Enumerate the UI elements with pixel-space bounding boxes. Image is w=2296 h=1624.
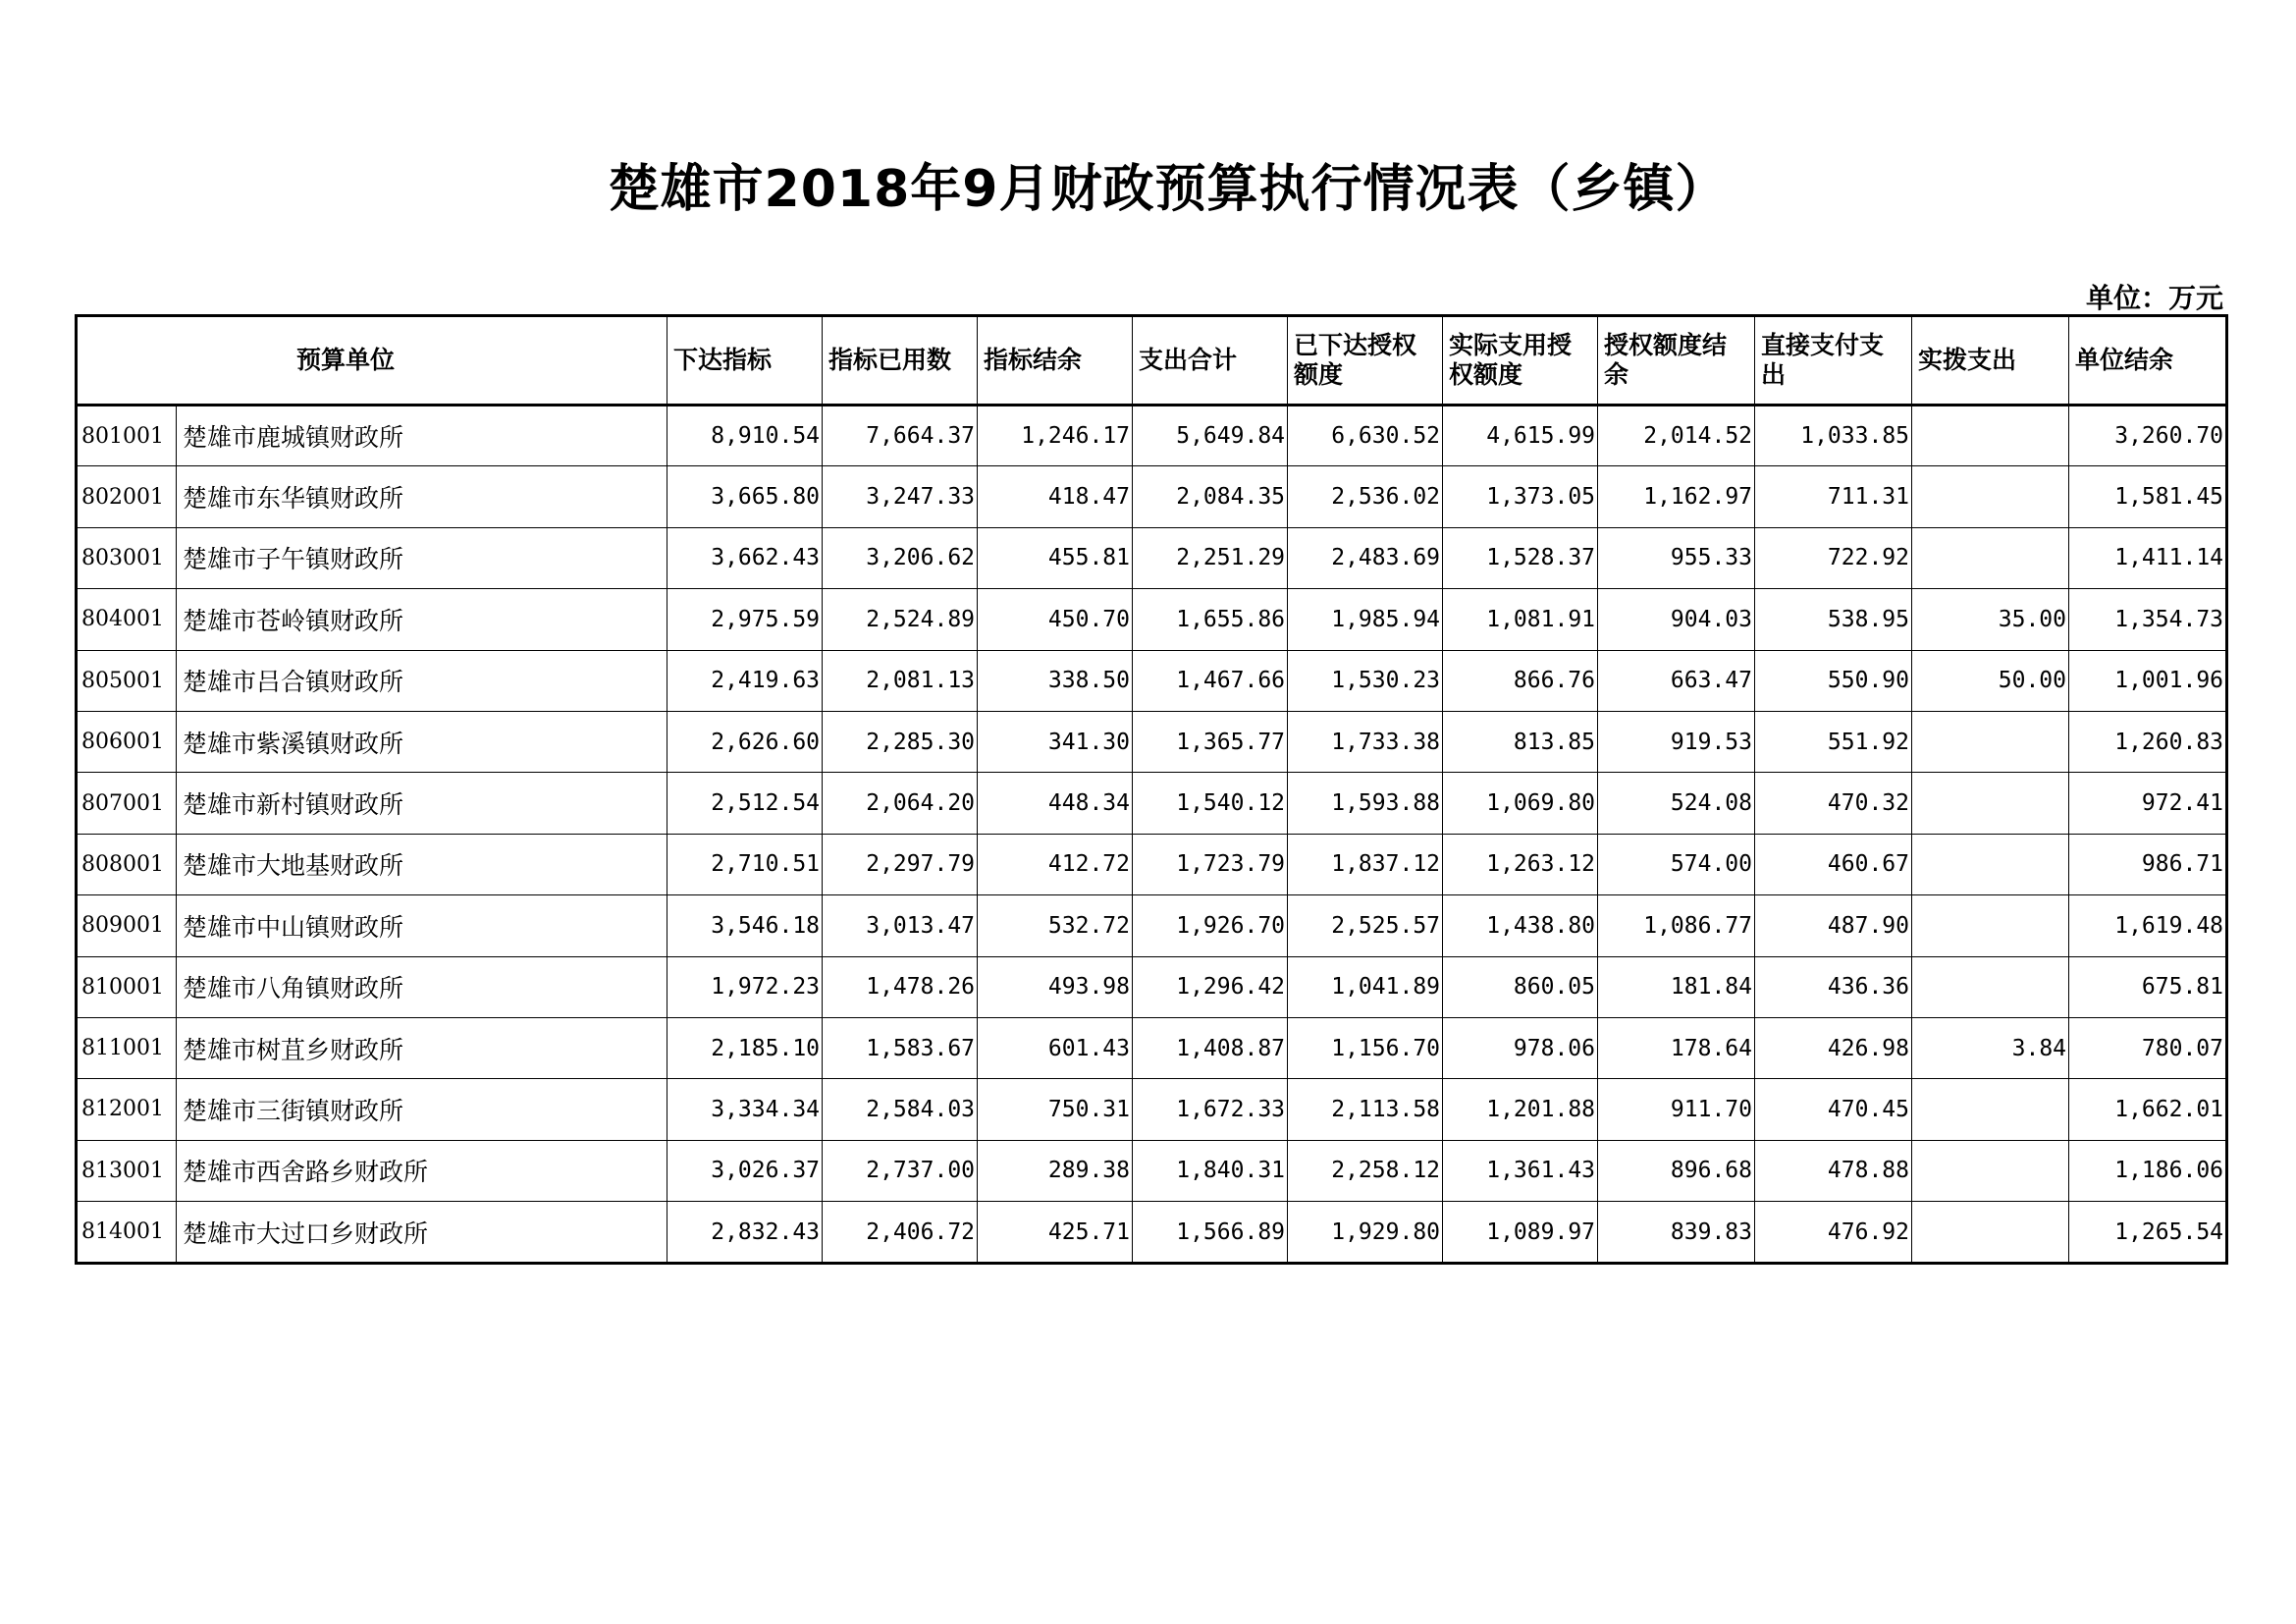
table-row [78,773,2226,834]
cell-balance: 450.70 [978,589,1133,650]
unit-name: 楚雄市西舍路乡财政所 [177,1140,667,1201]
cell-allocation-expense [1912,1140,2069,1201]
cell-allocated: 2,710.51 [667,834,823,894]
unit-name: 楚雄市大过口乡财政所 [177,1202,667,1263]
cell-used: 2,297.79 [823,834,978,894]
cell-actual-authorized: 978.06 [1443,1017,1598,1078]
cell-allocated: 2,419.63 [667,650,823,711]
cell-actual-authorized: 1,201.88 [1443,1079,1598,1140]
cell-balance: 601.43 [978,1017,1133,1078]
unit-name: 楚雄市中山镇财政所 [177,895,667,956]
cell-direct-payment: 436.36 [1755,956,1912,1017]
unit-code: 806001 [78,711,177,772]
cell-actual-authorized: 4,615.99 [1443,406,1598,466]
cell-authorized: 1,837.12 [1288,834,1443,894]
cell-balance: 448.34 [978,773,1133,834]
cell-allocated: 2,512.54 [667,773,823,834]
unit-code: 803001 [78,527,177,588]
cell-used: 1,583.67 [823,1017,978,1078]
cell-total-expense: 2,084.35 [1133,466,1288,527]
cell-balance: 532.72 [978,895,1133,956]
cell-auth-balance: 1,162.97 [1598,466,1755,527]
cell-unit-balance: 972.41 [2069,773,2226,834]
unit-name: 楚雄市新村镇财政所 [177,773,667,834]
table-row [78,895,2226,956]
table-row [78,1079,2226,1140]
cell-actual-authorized: 1,081.91 [1443,589,1598,650]
cell-allocation-expense [1912,834,2069,894]
cell-direct-payment: 470.45 [1755,1079,1912,1140]
cell-authorized: 2,113.58 [1288,1079,1443,1140]
cell-auth-balance: 904.03 [1598,589,1755,650]
cell-total-expense: 1,540.12 [1133,773,1288,834]
unit-name: 楚雄市苍岭镇财政所 [177,589,667,650]
cell-actual-authorized: 1,089.97 [1443,1202,1598,1263]
cell-unit-balance: 1,411.14 [2069,527,2226,588]
cell-authorized: 2,258.12 [1288,1140,1443,1201]
unit-name: 楚雄市八角镇财政所 [177,956,667,1017]
cell-authorized: 1,929.80 [1288,1202,1443,1263]
cell-authorized: 1,530.23 [1288,650,1443,711]
cell-actual-authorized: 1,373.05 [1443,466,1598,527]
unit-code: 811001 [78,1017,177,1078]
cell-used: 3,206.62 [823,527,978,588]
cell-auth-balance: 896.68 [1598,1140,1755,1201]
cell-unit-balance: 1,581.45 [2069,466,2226,527]
cell-used: 7,664.37 [823,406,978,466]
table-row [78,1202,2226,1263]
cell-allocated: 2,626.60 [667,711,823,772]
cell-auth-balance: 181.84 [1598,956,1755,1017]
cell-direct-payment: 426.98 [1755,1017,1912,1078]
cell-total-expense: 1,408.87 [1133,1017,1288,1078]
cell-allocated: 3,662.43 [667,527,823,588]
cell-allocated: 8,910.54 [667,406,823,466]
cell-direct-payment: 476.92 [1755,1202,1912,1263]
cell-total-expense: 1,926.70 [1133,895,1288,956]
cell-total-expense: 2,251.29 [1133,527,1288,588]
cell-actual-authorized: 866.76 [1443,650,1598,711]
unit-code: 810001 [78,956,177,1017]
cell-actual-authorized: 1,438.80 [1443,895,1598,956]
cell-auth-balance: 178.64 [1598,1017,1755,1078]
unit-code: 812001 [78,1079,177,1140]
cell-total-expense: 1,672.33 [1133,1079,1288,1140]
cell-total-expense: 1,566.89 [1133,1202,1288,1263]
cell-allocation-expense [1912,956,2069,1017]
cell-total-expense: 1,840.31 [1133,1140,1288,1201]
unit-code: 809001 [78,895,177,956]
cell-unit-balance: 1,186.06 [2069,1140,2226,1201]
cell-allocated: 3,026.37 [667,1140,823,1201]
cell-used: 1,478.26 [823,956,978,1017]
header-direct-payment: 直接支付支出 [1755,317,1912,406]
table-row [78,834,2226,894]
cell-actual-authorized: 860.05 [1443,956,1598,1017]
table-row [78,1017,2226,1078]
cell-used: 2,081.13 [823,650,978,711]
cell-allocation-expense [1912,711,2069,772]
cell-auth-balance: 524.08 [1598,773,1755,834]
table-row [78,466,2226,527]
unit-name: 楚雄市大地基财政所 [177,834,667,894]
cell-allocation-expense [1912,527,2069,588]
unit-name: 楚雄市子午镇财政所 [177,527,667,588]
unit-name: 楚雄市鹿城镇财政所 [177,406,667,466]
cell-direct-payment: 538.95 [1755,589,1912,650]
cell-direct-payment: 711.31 [1755,466,1912,527]
cell-used: 2,524.89 [823,589,978,650]
cell-actual-authorized: 1,263.12 [1443,834,1598,894]
header-total-expense: 支出合计 [1133,317,1288,406]
table-row [78,956,2226,1017]
header-actual-authorized: 实际支用授权额度 [1443,317,1598,406]
unit-name: 楚雄市吕合镇财政所 [177,650,667,711]
cell-balance: 1,246.17 [978,406,1133,466]
table-row [78,711,2226,772]
cell-auth-balance: 839.83 [1598,1202,1755,1263]
cell-balance: 418.47 [978,466,1133,527]
cell-allocated: 3,665.80 [667,466,823,527]
cell-auth-balance: 2,014.52 [1598,406,1755,466]
cell-unit-balance: 675.81 [2069,956,2226,1017]
cell-authorized: 1,593.88 [1288,773,1443,834]
cell-used: 3,247.33 [823,466,978,527]
cell-used: 2,737.00 [823,1140,978,1201]
header-budget-unit: 预算单位 [78,317,667,406]
cell-allocated: 2,185.10 [667,1017,823,1078]
cell-auth-balance: 955.33 [1598,527,1755,588]
cell-balance: 341.30 [978,711,1133,772]
page-title: 楚雄市2018年9月财政预算执行情况表（乡镇） [608,160,1728,219]
cell-allocation-expense [1912,1202,2069,1263]
cell-total-expense: 1,365.77 [1133,711,1288,772]
cell-unit-balance: 1,260.83 [2069,711,2226,772]
header-used: 指标已用数 [823,317,978,406]
unit-name: 楚雄市东华镇财政所 [177,466,667,527]
cell-direct-payment: 550.90 [1755,650,1912,711]
cell-authorized: 2,536.02 [1288,466,1443,527]
cell-used: 3,013.47 [823,895,978,956]
cell-used: 2,285.30 [823,711,978,772]
budget-execution-table [77,316,2226,1263]
cell-direct-payment: 1,033.85 [1755,406,1912,466]
header-auth-balance: 授权额度结余 [1598,317,1755,406]
cell-authorized: 1,733.38 [1288,711,1443,772]
cell-allocated: 3,546.18 [667,895,823,956]
cell-balance: 289.38 [978,1140,1133,1201]
header-allocated: 下达指标 [667,317,823,406]
cell-allocation-expense [1912,466,2069,527]
cell-direct-payment: 460.67 [1755,834,1912,894]
cell-unit-balance: 1,001.96 [2069,650,2226,711]
table-row [78,527,2226,588]
cell-auth-balance: 919.53 [1598,711,1755,772]
cell-used: 2,584.03 [823,1079,978,1140]
unit-code: 808001 [78,834,177,894]
table-row [78,1140,2226,1201]
table-header-row [78,317,2226,406]
cell-authorized: 1,156.70 [1288,1017,1443,1078]
cell-direct-payment: 722.92 [1755,527,1912,588]
cell-authorized: 1,041.89 [1288,956,1443,1017]
cell-actual-authorized: 1,361.43 [1443,1140,1598,1201]
cell-authorized: 1,985.94 [1288,589,1443,650]
unit-code: 813001 [78,1140,177,1201]
table-row [78,406,2226,466]
header-authorized: 已下达授权额度 [1288,317,1443,406]
cell-direct-payment: 478.88 [1755,1140,1912,1201]
cell-balance: 750.31 [978,1079,1133,1140]
cell-total-expense: 1,723.79 [1133,834,1288,894]
cell-direct-payment: 487.90 [1755,895,1912,956]
cell-unit-balance: 1,662.01 [2069,1079,2226,1140]
cell-balance: 338.50 [978,650,1133,711]
cell-balance: 412.72 [978,834,1133,894]
cell-unit-balance: 1,619.48 [2069,895,2226,956]
cell-auth-balance: 663.47 [1598,650,1755,711]
unit-name: 楚雄市紫溪镇财政所 [177,711,667,772]
cell-auth-balance: 911.70 [1598,1079,1755,1140]
unit-code: 802001 [78,466,177,527]
cell-allocated: 3,334.34 [667,1079,823,1140]
cell-allocated: 2,832.43 [667,1202,823,1263]
cell-auth-balance: 1,086.77 [1598,895,1755,956]
cell-unit-balance: 1,265.54 [2069,1202,2226,1263]
unit-code: 807001 [78,773,177,834]
cell-allocated: 2,975.59 [667,589,823,650]
cell-total-expense: 5,649.84 [1133,406,1288,466]
cell-balance: 493.98 [978,956,1133,1017]
table-row [78,589,2226,650]
cell-auth-balance: 574.00 [1598,834,1755,894]
cell-balance: 425.71 [978,1202,1133,1263]
header-allocation-expense: 实拨支出 [1912,317,2069,406]
cell-allocation-expense: 3.84 [1912,1017,2069,1078]
cell-actual-authorized: 1,528.37 [1443,527,1598,588]
cell-allocation-expense [1912,1079,2069,1140]
cell-used: 2,064.20 [823,773,978,834]
cell-unit-balance: 1,354.73 [2069,589,2226,650]
unit-label: 单位：万元 [2085,282,2223,314]
cell-total-expense: 1,296.42 [1133,956,1288,1017]
cell-balance: 455.81 [978,527,1133,588]
unit-name: 楚雄市三街镇财政所 [177,1079,667,1140]
unit-name: 楚雄市树苴乡财政所 [177,1017,667,1078]
table-row [78,650,2226,711]
cell-allocation-expense [1912,406,2069,466]
header-unit-balance: 单位结余 [2069,317,2226,406]
cell-actual-authorized: 813.85 [1443,711,1598,772]
cell-used: 2,406.72 [823,1202,978,1263]
cell-allocation-expense: 35.00 [1912,589,2069,650]
cell-direct-payment: 470.32 [1755,773,1912,834]
cell-authorized: 2,483.69 [1288,527,1443,588]
cell-unit-balance: 3,260.70 [2069,406,2226,466]
cell-allocation-expense [1912,895,2069,956]
unit-code: 804001 [78,589,177,650]
unit-code: 801001 [78,406,177,466]
unit-code: 814001 [78,1202,177,1263]
cell-authorized: 2,525.57 [1288,895,1443,956]
header-balance: 指标结余 [978,317,1133,406]
cell-allocation-expense [1912,773,2069,834]
cell-authorized: 6,630.52 [1288,406,1443,466]
cell-total-expense: 1,467.66 [1133,650,1288,711]
cell-total-expense: 1,655.86 [1133,589,1288,650]
cell-allocated: 1,972.23 [667,956,823,1017]
cell-direct-payment: 551.92 [1755,711,1912,772]
cell-allocation-expense: 50.00 [1912,650,2069,711]
cell-unit-balance: 780.07 [2069,1017,2226,1078]
unit-code: 805001 [78,650,177,711]
cell-unit-balance: 986.71 [2069,834,2226,894]
cell-actual-authorized: 1,069.80 [1443,773,1598,834]
